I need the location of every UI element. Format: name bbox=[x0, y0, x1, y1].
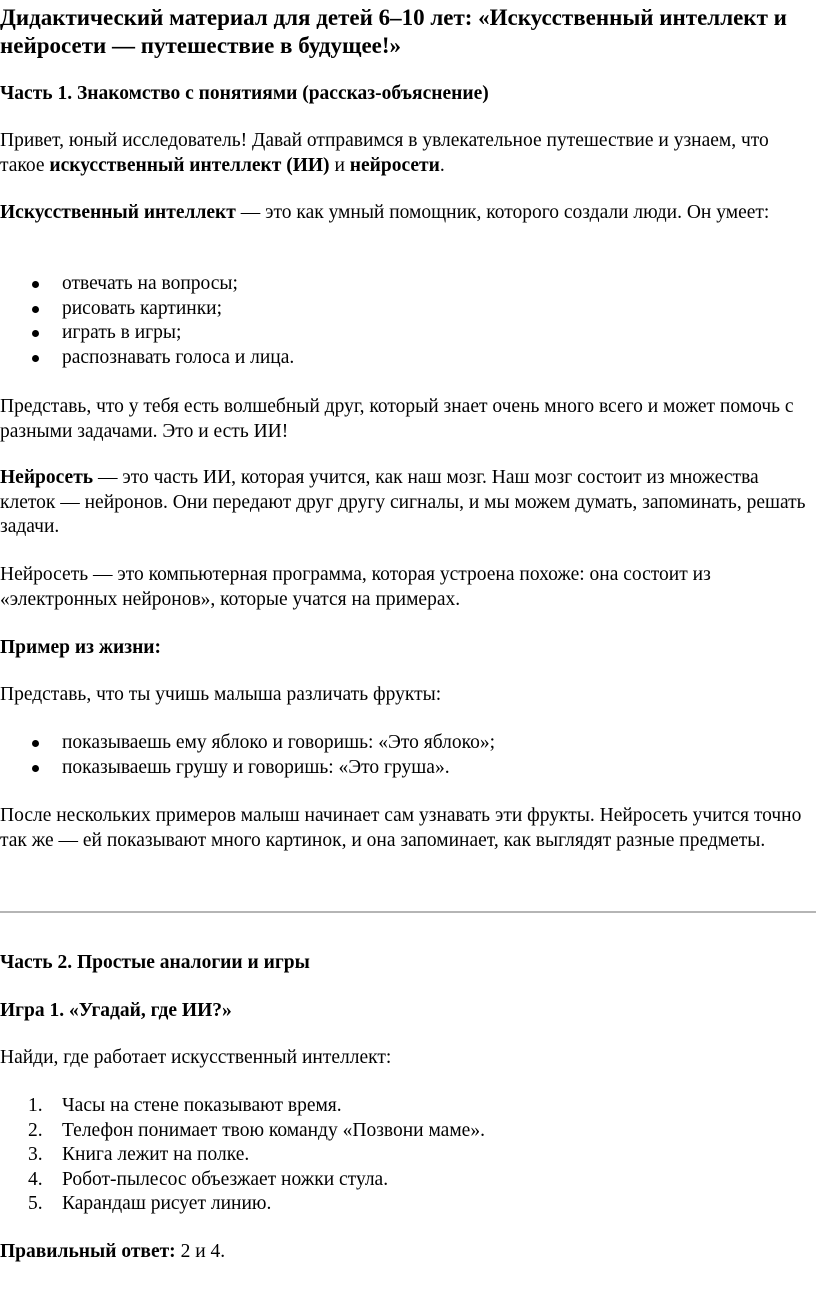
intro-end: . bbox=[439, 154, 445, 176]
intro-paragraph bbox=[0, 129, 812, 178]
intro-term-nn: нейросети bbox=[349, 154, 440, 176]
item-text: Телефон понимает твою команду «Позвони маме». bbox=[62, 1119, 485, 1141]
list-item bbox=[0, 1119, 812, 1144]
friend-paragraph: Представь, что у тебя есть волшебный друг, который знает очень много всего и может помочь с разными задачами. Это и есть ИИ! bbox=[0, 396, 794, 442]
list-item: показываешь ему яблоко и говоришь: «Это яблоко»; bbox=[0, 731, 812, 756]
example-heading: Пример из жизни: bbox=[0, 637, 162, 658]
ai-definition bbox=[0, 201, 812, 226]
game1-heading: Игра 1. «Угадай, где ИИ?» bbox=[0, 1000, 232, 1021]
conclusion-paragraph: После нескольких примеров малыш начинает сам узнавать эти фрукты. Нейросеть учится точно так же — ей показывают много картинок, и она запоминает, как выглядят разные предметы. bbox=[0, 805, 802, 851]
game1-task: Найди, где работает искусственный интеллект: bbox=[0, 1047, 392, 1068]
section-divider bbox=[0, 911, 816, 913]
item-text: Робот-пылесос объезжает ножки стула. bbox=[62, 1168, 389, 1190]
item-number: 5. bbox=[28, 1193, 43, 1214]
example-list bbox=[0, 731, 812, 780]
nn-definition bbox=[0, 466, 812, 540]
item-number: 2. bbox=[28, 1119, 43, 1141]
list-item bbox=[0, 1168, 812, 1193]
ai-def-text: — это как умный помощник, которого создали люди. Он умеет: bbox=[235, 202, 770, 223]
list-item bbox=[0, 1094, 812, 1119]
intro-term-ai: искусственный интеллект (ИИ) bbox=[49, 154, 330, 176]
answer-label: Правильный ответ: bbox=[0, 1241, 176, 1262]
document-title: Дидактический материал для детей 6–10 лет: «Искусственный интеллект и нейросети — путешествие в будущее!» bbox=[0, 5, 787, 58]
list-item: показываешь грушу и говоришь: «Это груша». bbox=[0, 756, 812, 781]
example-intro: Представь, что ты учишь малыша различать фрукты: bbox=[0, 684, 442, 705]
item-number: 3. bbox=[28, 1144, 43, 1165]
intro-text: Привет, юный исследователь! Давай отправимся в увлекательное путешествие и узнаем, что такое bbox=[0, 130, 769, 176]
list-item bbox=[0, 1192, 812, 1217]
item-text: Часы на стене показывают время. bbox=[62, 1095, 342, 1116]
list-item: распознавать голоса и лица. bbox=[0, 346, 812, 371]
list-item: играть в игры; bbox=[0, 321, 812, 346]
list-item: рисовать картинки; bbox=[0, 297, 812, 322]
intro-conj: и bbox=[329, 154, 350, 176]
abilities-list bbox=[0, 272, 812, 370]
ai-term: Искусственный интеллект bbox=[0, 202, 236, 223]
part2-heading: Часть 2. Простые аналогии и игры bbox=[0, 952, 310, 973]
nn-term: Нейросеть bbox=[0, 467, 94, 488]
answer-value: 2 и 4. bbox=[175, 1241, 226, 1262]
part1-heading: Часть 1. Знакомство с понятиями (рассказ-объяснение) bbox=[0, 83, 489, 104]
options-list bbox=[0, 1094, 812, 1217]
nn-def-text: — это часть ИИ, которая учится, как наш мозг. Наш мозг состоит из множества клеток — нейронов. Они передают друг другу сигналы, и мы можем думать, запоминать, решать задачи. bbox=[0, 467, 806, 537]
item-text: Книга лежит на полке. bbox=[62, 1144, 250, 1165]
item-text: Карандаш рисует линию. bbox=[62, 1193, 272, 1214]
answer-line bbox=[0, 1240, 812, 1265]
nn-program-paragraph: Нейросеть — это компьютерная программа, которая устроена похоже: она состоит из «электронных нейронов», которые учатся на примерах. bbox=[0, 564, 711, 610]
item-number: 1. bbox=[28, 1095, 43, 1116]
item-number: 4. bbox=[28, 1168, 43, 1190]
list-item bbox=[0, 1143, 812, 1168]
list-item: отвечать на вопросы; bbox=[0, 272, 812, 297]
